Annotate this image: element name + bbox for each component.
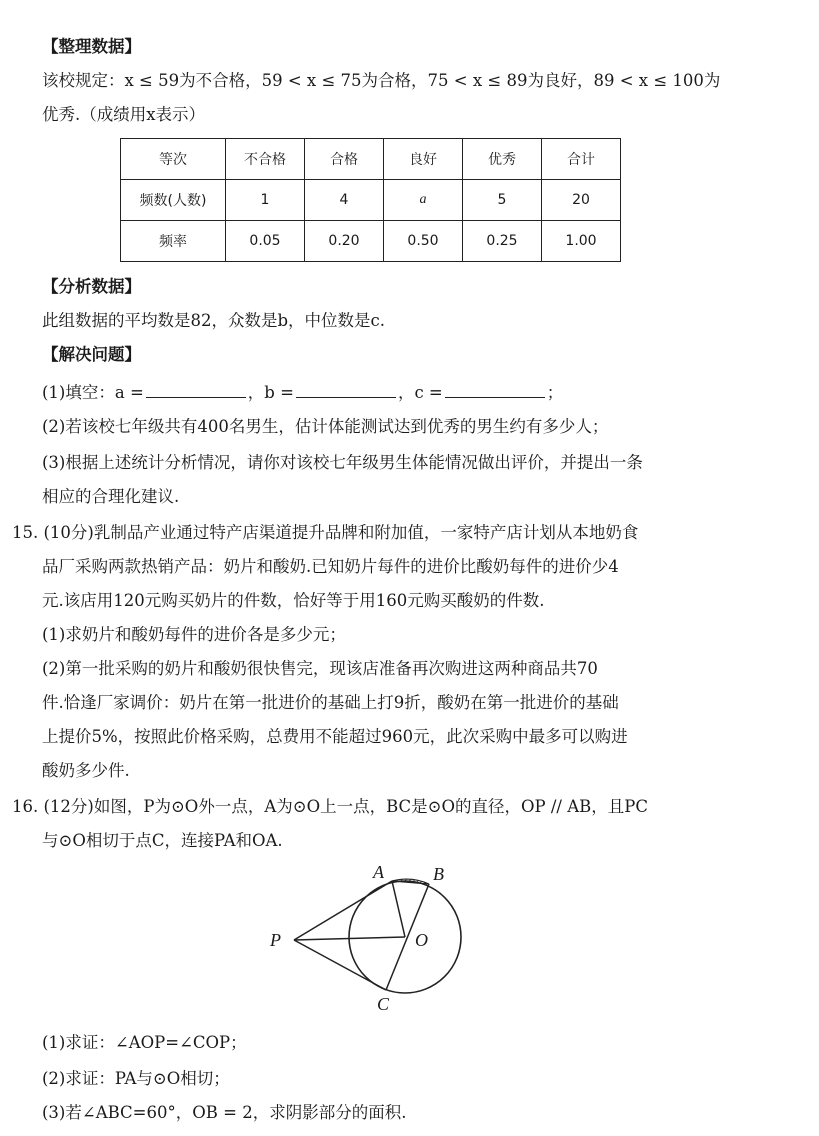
q1-c-label: ，c = <box>397 383 443 402</box>
table-cell: 5 <box>463 180 542 221</box>
table-row-count <box>121 180 621 221</box>
problem16-q1: (1)求证：∠AOP=∠COP； <box>42 1033 247 1052</box>
segment-ao <box>392 881 405 937</box>
label-c: C <box>377 994 390 1014</box>
problem15-q2-line1: (2)第一批采购的奶片和酸奶很快售完，现该店准备再次购进这两种商品共70 <box>42 659 598 678</box>
label-a: A <box>373 862 384 882</box>
table-header-cell: 良好 <box>384 139 463 180</box>
problem15-text: (10分)乳制品产业通过特产店渠道提升品牌和附加值，一家特产店计划从本地奶食 <box>43 523 639 542</box>
answer-blank-c[interactable] <box>445 381 545 398</box>
organize-rule-line2: 优秀.（成绩用x表示） <box>42 105 206 124</box>
problem16-line1 <box>12 796 648 818</box>
table-row-label: 频数(人数) <box>121 180 226 221</box>
solve-q2: (2)若该校七年级共有400名男生，估计体能测试达到优秀的男生约有多少人； <box>42 417 609 436</box>
organize-rule-line1: 该校规定：x ≤ 59为不合格，59 < x ≤ 75为合格，75 < x ≤ 89为良好，89 < x ≤ 100为 <box>42 71 721 90</box>
solve-q3-line1: (3)根据上述统计分析情况，请你对该校七年级男生体能情况做出评价，并提出一条 <box>42 453 643 472</box>
table-header-cell: 不合格 <box>226 139 305 180</box>
problem15-q2-line2: 件.恰逢厂家调价：奶片在第一批进价的基础上打9折，酸奶在第一批进价的基础 <box>42 693 619 712</box>
problem15-line3: 元.该店用120元购买奶片的件数，恰好等于用160元购买酸奶的件数. <box>42 591 545 610</box>
table-cell: 0.50 <box>384 221 463 262</box>
problem15-q2-line3: 上提价5%，按照此价格采购，总费用不能超过960元，此次采购中最多可以购进 <box>42 727 628 746</box>
table-header-cell: 合计 <box>542 139 621 180</box>
table-cell: 1 <box>226 180 305 221</box>
analyze-heading: 【分析数据】 <box>42 277 141 296</box>
segment-pc <box>294 940 386 990</box>
table-cell: 0.25 <box>463 221 542 262</box>
answer-blank-b[interactable] <box>296 381 396 398</box>
problem16-line2: 与⊙O相切于点C，连接PA和OA. <box>42 831 283 850</box>
segment-pa <box>294 881 392 940</box>
problem15-line1 <box>12 522 638 544</box>
analyze-text: 此组数据的平均数是82，众数是b，中位数是c. <box>42 311 386 330</box>
problem16-q2: (2)求证：PA与⊙O相切； <box>42 1069 230 1088</box>
table-header-cell: 等次 <box>121 139 226 180</box>
problem16-text: (12分)如图，P为⊙O外一点，A为⊙O上一点，BC是⊙O的直径，OP // AB，且PC <box>43 797 649 816</box>
label-p: P <box>270 930 281 950</box>
table-cell: 0.20 <box>305 221 384 262</box>
table-row-rate <box>121 221 621 262</box>
solve-q1 <box>42 381 563 404</box>
q1-b-label: ，b = <box>247 383 294 402</box>
frequency-table <box>120 138 621 262</box>
problem15-q1: (1)求奶片和酸奶每件的进价各是多少元； <box>42 625 346 644</box>
solve-q3-line2: 相应的合理化建议. <box>42 487 180 506</box>
table-header-cell: 合格 <box>305 139 384 180</box>
label-o: O <box>415 930 428 950</box>
problem15-number: 15. <box>12 523 39 542</box>
problem16-number: 16. <box>12 797 39 816</box>
q1-a-label: a = <box>114 383 144 402</box>
table-cell: 1.00 <box>542 221 621 262</box>
problem15-line2: 品厂采购两款热销产品：奶片和酸奶.已知奶片每件的进价比酸奶每件的进价少4 <box>42 557 619 576</box>
table-cell: 4 <box>305 180 384 221</box>
problem16-q3: (3)若∠ABC=60°，OB = 2，求阴影部分的面积. <box>42 1103 407 1122</box>
table-cell: 0.05 <box>226 221 305 262</box>
q1-prefix: (1)填空： <box>42 383 115 402</box>
table-cell: a <box>384 180 463 221</box>
label-b: B <box>433 864 444 884</box>
table-row-label: 频率 <box>121 221 226 262</box>
table-cell: 20 <box>542 180 621 221</box>
q1-end: ； <box>546 383 564 402</box>
problem15-q2-line4: 酸奶多少件. <box>42 761 130 780</box>
table-header-cell: 优秀 <box>463 139 542 180</box>
organize-heading: 【整理数据】 <box>42 37 141 56</box>
answer-blank-a[interactable] <box>146 381 246 398</box>
table-header-row <box>121 139 621 180</box>
solve-heading: 【解决问题】 <box>42 345 141 364</box>
geometry-figure <box>260 860 490 1020</box>
